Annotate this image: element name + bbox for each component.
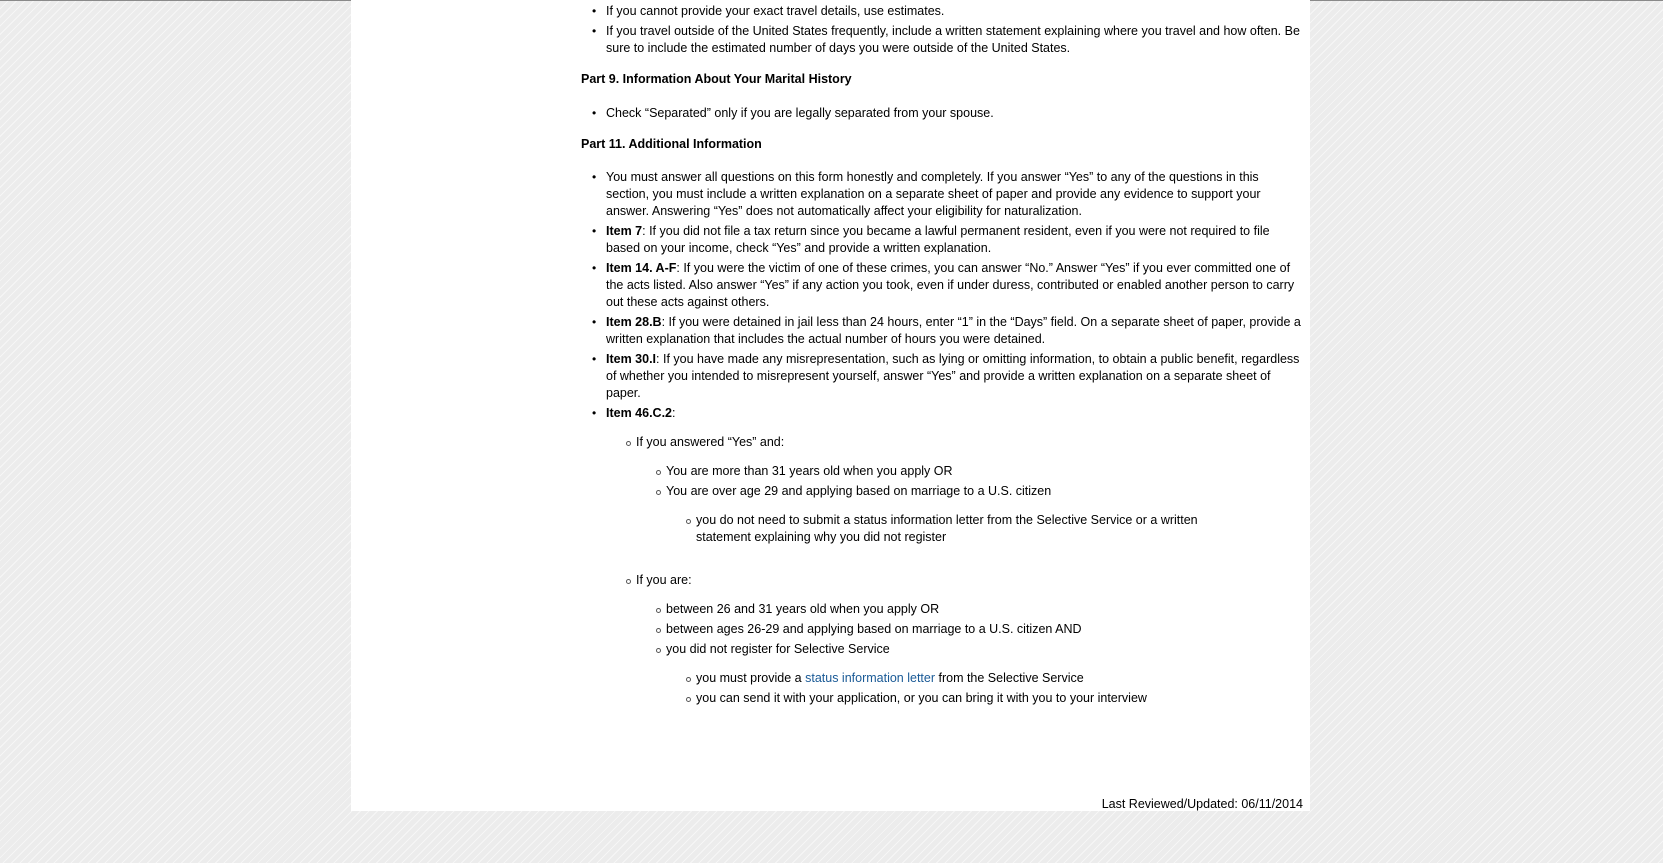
list-item: You are over age 29 and applying based on marriage to a U.S. citizen you do not need to submit a status information letter from the Selective Service or a written statement explaining why you did not register <box>636 483 1301 546</box>
part9-list <box>581 105 1301 122</box>
last-reviewed-date: Last Reviewed/Updated: 06/11/2014 <box>1101 797 1303 811</box>
list-item-item30i: • Item 30.I: If you have made any misrepresentation, such as lying or omitting information, to obtain a public benefit, regardless of whether you intended to misrepresent yourself, answer “Yes” and provide a written explanation on a separate sheet of paper. <box>581 351 1301 402</box>
list-item-item28b: • Item 28.B: If you were detained in jail less than 24 hours, enter “1” in the “Days” field. On a separate sheet of paper, provide a written explanation that includes the actual number of hours you were detained. <box>581 314 1301 348</box>
list-item: between 26 and 31 years old when you apply OR <box>636 601 1301 618</box>
section-heading-part9: Part 9. Information About Your Marital History <box>581 72 852 86</box>
list-item: you can send it with your application, or you can bring it with you to your interview <box>666 690 1301 707</box>
list-item: • Check “Separated” only if you are legally separated from your spouse. <box>581 105 1301 122</box>
part11-list <box>581 169 1301 707</box>
list-item: • If you cannot provide your exact travel details, use estimates. <box>581 3 1301 20</box>
list-item-case-yes: If you answered “Yes” and: You are more than 31 years old when you apply OR You are over age 29 and applying based on marriage to a U.S. citizen you do not need to submit a status information letter from the Selective Service or a written statement explaining why you did not register <box>606 434 1301 546</box>
item46-cases <box>606 434 1301 707</box>
list-item: you did not register for Selective Service you must provide a status information letter from the Selective Service you can send it with your application, or you can bring it with you to your interview <box>636 641 1301 707</box>
page-body <box>351 0 1310 811</box>
list-item-case-are: If you are: between 26 and 31 years old when you apply OR between ages 26-29 and applying based on marriage to a U.S. citizen AND you did not register for Selective Service you must provide a status information letter from the Selective Service you can send it with your application, or you can bring it with you to your interview <box>606 572 1301 707</box>
section-heading-part11: Part 11. Additional Information <box>581 137 762 151</box>
case-yes-conditions <box>636 463 1301 546</box>
list-item: You are more than 31 years old when you apply OR <box>636 463 1301 480</box>
list-item-item7: • Item 7: If you did not file a tax return since you became a lawful permanent resident, even if you were not required to file based on your income, check “Yes” and provide a written explanation. <box>581 223 1301 257</box>
list-item: you must provide a status information letter from the Selective Service <box>666 670 1301 687</box>
list-item-item46c2: • Item 46.C.2: If you answered “Yes” and: You are more than 31 years old when you apply OR You are over age 29 and applying based on marriage to a U.S. citizen you do not need to submit a status information letter from the Selective Service or a written statement explaining why you did not register If you are: between 26 and 31 years old when you apply OR between ages 26-29 and applying based on marriage to a U.S. citizen AND you did not register for Selective Service you must provide a status information letter from the Selective Service you can send it with your application, or you can bring it with you to your interview <box>581 405 1301 707</box>
case-are-results <box>666 670 1301 707</box>
part8-list <box>581 3 1301 57</box>
case-are-conditions <box>636 601 1301 707</box>
list-item: you do not need to submit a status information letter from the Selective Service or a written statement explaining why you did not register <box>666 512 1226 546</box>
status-information-letter-link[interactable]: status information letter <box>805 671 936 685</box>
list-item: • If you travel outside of the United States frequently, include a written statement explaining where you travel and how often. Be sure to include the estimated number of days you were outside of the United States. <box>581 23 1301 57</box>
case-yes-result <box>666 512 1226 546</box>
list-item: between ages 26-29 and applying based on marriage to a U.S. citizen AND <box>636 621 1301 638</box>
list-item: • You must answer all questions on this form honestly and completely. If you answer “Yes” to any of the questions in this section, you must include a written explanation on a separate sheet of paper and provide any evidence to support your answer. Answering “Yes” does not automatically affect your eligibility for naturalization. <box>581 169 1301 220</box>
list-item-item14: • Item 14. A-F: If you were the victim of one of these crimes, you can answer “No.” Answer “Yes” if you ever committed one of the acts listed. Also answer “Yes” if any action you took, even if under duress, contributed or enabled another person to carry out these acts against others. <box>581 260 1301 311</box>
